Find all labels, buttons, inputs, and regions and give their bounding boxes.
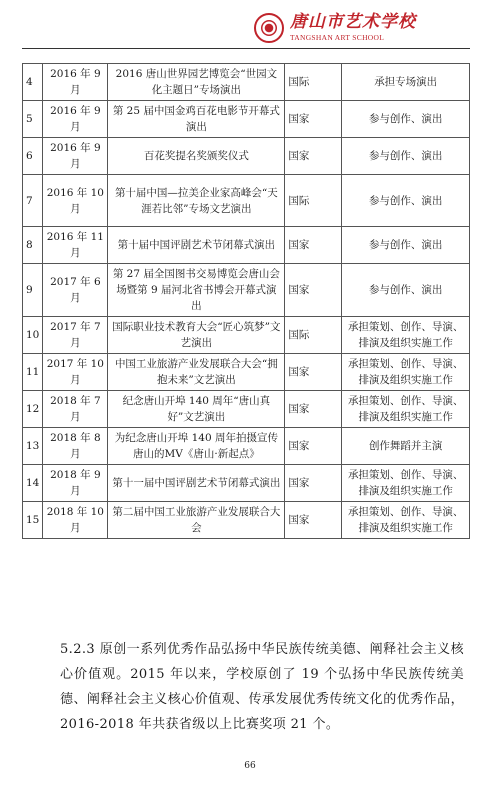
row-date: 2017 年 7月 [43, 317, 108, 354]
table-row [23, 502, 470, 539]
table-row [23, 264, 470, 317]
row-role: 承担策划、创作、导演、排演及组织实施工作 [342, 317, 470, 354]
row-role: 承担策划、创作、导演、排演及组织实施工作 [342, 502, 470, 539]
row-event-name: 第十届中国—拉美企业家高峰会“天涯若比邻”专场文艺演出 [108, 175, 285, 227]
table-row [23, 317, 470, 354]
row-level: 国家 [285, 428, 342, 465]
row-number: 10 [23, 317, 43, 354]
row-level: 国家 [285, 264, 342, 317]
table-row [23, 391, 470, 428]
school-logo [254, 10, 444, 46]
row-date: 2016 年 9月 [43, 138, 108, 175]
row-role: 承担策划、创作、导演、排演及组织实施工作 [342, 391, 470, 428]
table-row [23, 138, 470, 175]
table-row [23, 465, 470, 502]
row-date: 2017 年 6月 [43, 264, 108, 317]
row-date: 2018 年 9月 [43, 465, 108, 502]
row-date: 2018 年 8月 [43, 428, 108, 465]
row-date: 2016 年 10月 [43, 175, 108, 227]
table-row [23, 354, 470, 391]
row-role: 参与创作、演出 [342, 227, 470, 264]
row-number: 11 [23, 354, 43, 391]
row-level: 国家 [285, 502, 342, 539]
row-number: 9 [23, 264, 43, 317]
body-paragraph [34, 637, 464, 737]
row-level: 国际 [285, 64, 342, 101]
page-number: 66 [244, 761, 256, 771]
row-event-name: 中国工业旅游产业发展联合大会“拥抱未来”文艺演出 [108, 354, 285, 391]
row-date: 2016 年 9月 [43, 64, 108, 101]
row-date: 2018 年 10月 [43, 502, 108, 539]
row-date: 2017 年 10月 [43, 354, 108, 391]
row-event-name: 2016 唐山世界园艺博览会“世园文化主题日”专场演出 [108, 64, 285, 101]
row-event-name: 第 25 届中国金鸡百花电影节开幕式演出 [108, 101, 285, 138]
row-event-name: 百花奖提名奖颁奖仪式 [108, 138, 285, 175]
row-role: 参与创作、演出 [342, 138, 470, 175]
row-number: 14 [23, 465, 43, 502]
performance-records-table [22, 63, 470, 539]
row-number: 6 [23, 138, 43, 175]
logo-english-name: TANGSHAN ART SCHOOL [290, 33, 385, 43]
row-role: 承担专场演出 [342, 64, 470, 101]
row-role: 参与创作、演出 [342, 101, 470, 138]
logo-chinese-name: 唐山市艺术学校 [290, 12, 416, 33]
row-number: 12 [23, 391, 43, 428]
row-role: 参与创作、演出 [342, 175, 470, 227]
table-row [23, 227, 470, 264]
row-event-name: 第十一届中国评剧艺术节闭幕式演出 [108, 465, 285, 502]
row-level: 国家 [285, 138, 342, 175]
row-number: 13 [23, 428, 43, 465]
row-event-name: 为纪念唐山开埠 140 周年拍摄宣传唐山的MV《唐山·新起点》 [108, 428, 285, 465]
row-role: 参与创作、演出 [342, 264, 470, 317]
row-role: 承担策划、创作、导演、排演及组织实施工作 [342, 354, 470, 391]
header-divider [22, 48, 470, 49]
table-row [23, 428, 470, 465]
row-event-name: 第十届中国评剧艺术节闭幕式演出 [108, 227, 285, 264]
table-row [23, 101, 470, 138]
row-level: 国家 [285, 391, 342, 428]
row-role: 创作舞蹈并主演 [342, 428, 470, 465]
table-row [23, 175, 470, 227]
row-level: 国家 [285, 101, 342, 138]
row-date: 2016 年 9月 [43, 101, 108, 138]
row-event-name: 第二届中国工业旅游产业发展联合大会 [108, 502, 285, 539]
row-number: 7 [23, 175, 43, 227]
row-number: 15 [23, 502, 43, 539]
row-role: 承担策划、创作、导演、排演及组织实施工作 [342, 465, 470, 502]
row-level: 国家 [285, 227, 342, 264]
row-level: 国际 [285, 317, 342, 354]
row-date: 2016 年 11月 [43, 227, 108, 264]
table-row [23, 64, 470, 101]
row-level: 国家 [285, 354, 342, 391]
row-event-name: 国际职业技术教育大会“匠心筑梦”文艺演出 [108, 317, 285, 354]
row-level: 国家 [285, 465, 342, 502]
paragraph-text: 5.2.3 原创一系列优秀作品弘扬中华民族传统美德、阐释社会主义核心价值观。2015 年以来，学校原创了 19 个弘扬中华民族传统美德、阐释社会主义核心价值观、传承发展优秀传统文化的优秀作品，2016-2018 年共获省级以上比赛奖项 21 个。 [60, 642, 464, 732]
row-number: 8 [23, 227, 43, 264]
row-date: 2018 年 7月 [43, 391, 108, 428]
row-number: 5 [23, 101, 43, 138]
row-event-name: 第 27 届全国图书交易博览会唐山会场暨第 9 届河北省书博会开幕式演出 [108, 264, 285, 317]
school-seal-icon [254, 13, 284, 43]
row-number: 4 [23, 64, 43, 101]
page-header [0, 0, 500, 56]
row-level: 国际 [285, 175, 342, 227]
row-event-name: 纪念唐山开埠 140 周年“唐山真好”文艺演出 [108, 391, 285, 428]
